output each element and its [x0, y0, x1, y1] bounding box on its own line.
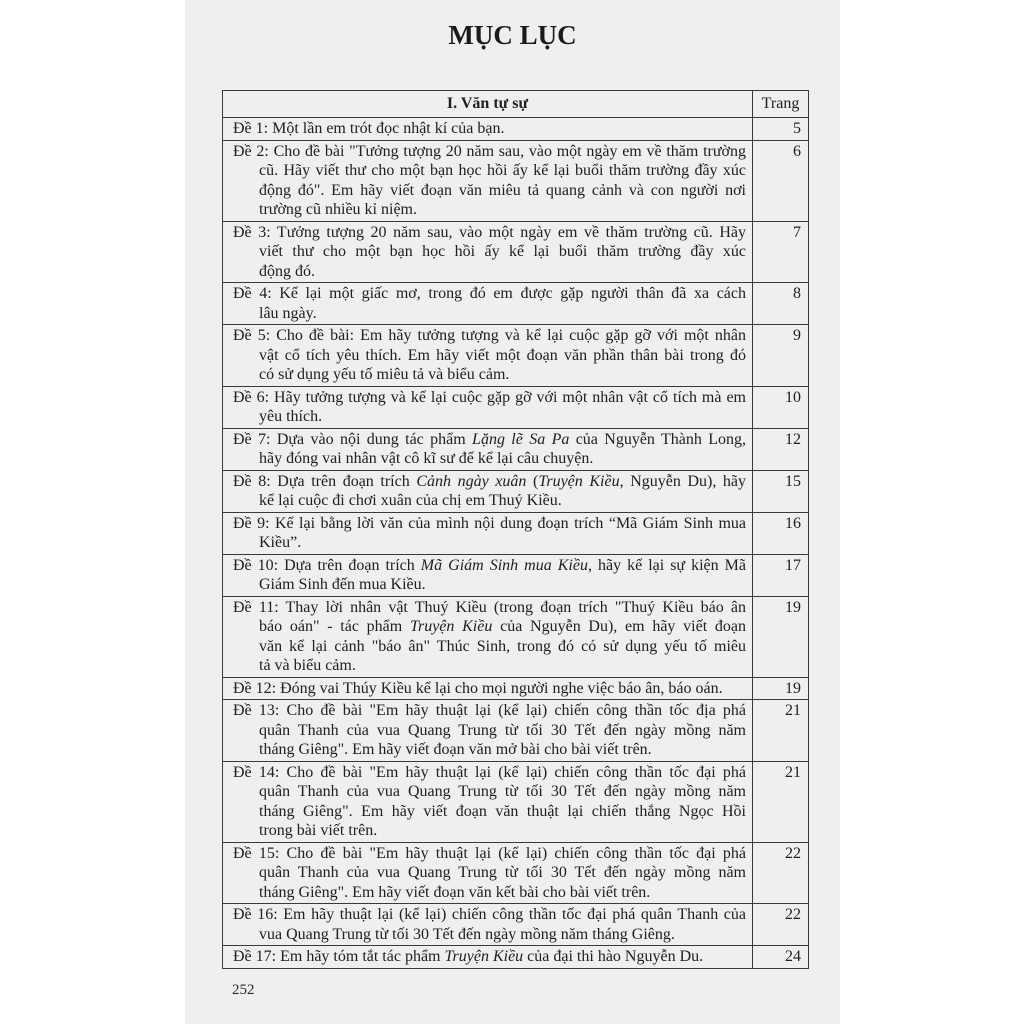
toc-entry-line	[233, 449, 746, 469]
toc-entry-text-segment: (	[526, 472, 539, 490]
toc-entry-line	[233, 701, 746, 721]
toc-entry-line	[233, 430, 746, 450]
toc-entry-text-segment: Đề 16: Em hãy thuật lại (kể lại) chiến công thần tốc đại phá quân Thanh của	[233, 906, 746, 923]
toc-entry-work-title: Truyện Kiều	[409, 618, 493, 635]
toc-entry-page: 16	[753, 512, 809, 554]
toc-entry-page: 12	[753, 428, 809, 470]
toc-entry-text-segment: Đề 10: Dựa trên đoạn trích	[233, 556, 421, 574]
toc-entry-line	[233, 472, 746, 492]
toc-entry-work-title: Mã Giám Sinh mua Kiều	[420, 556, 588, 574]
toc-entry-text-segment: vua Quang Trung từ tối 30 Tết đến ngày mồng năm tháng Giêng.	[259, 925, 675, 943]
toc-entry-page: 22	[753, 842, 809, 904]
toc-entry-text	[223, 842, 753, 904]
toc-entry-text-segment: Đề 7: Dựa vào nội dung tác phẩm	[233, 430, 473, 448]
toc-entry-text	[223, 283, 753, 325]
toc-entry-text-segment: Đề 17: Em hãy tóm tắt tác phẩm	[233, 948, 445, 965]
toc-entry-text-segment: văn kể lại cảnh "báo ân" Thúc Sinh, trong đó có sử dụng yếu tố miêu	[259, 637, 746, 655]
toc-entry-page: 10	[753, 386, 809, 428]
toc-entry-text	[223, 677, 753, 700]
toc-entry-text-segment: Đề 4: Kể lại một giấc mơ, trong đó em được gặp người thân đã xa cách	[233, 285, 746, 302]
toc-entry-page: 21	[753, 761, 809, 842]
toc-entry-text-segment: Đề 8: Dựa trên đoạn trích	[233, 472, 417, 490]
toc-entry-line	[233, 223, 746, 243]
toc-entry-text-segment: động đó". Em hãy viết đoạn văn miêu tả quang cảnh và con người nơi	[259, 181, 746, 199]
toc-entry-text	[223, 118, 753, 141]
toc-header-row	[223, 91, 809, 118]
toc-entry-text-segment: Kiều”.	[259, 534, 302, 551]
toc-entry-page: 17	[753, 554, 809, 596]
toc-entry-text-segment: tả và biểu cảm.	[259, 657, 356, 674]
toc-entry-text-segment: Đề 3: Tưởng tượng 20 năm sau, vào một ngày em về thăm trường cũ. Hãy	[233, 223, 746, 241]
toc-entry-text	[223, 512, 753, 554]
toc-entry-line	[233, 821, 746, 841]
toc-entry-page: 8	[753, 283, 809, 325]
toc-entry-text-segment: Đề 6: Hãy tưởng tượng và kể lại cuộc gặp gỡ với một nhân vật cổ tích mà em	[233, 388, 746, 406]
toc-entry-text-segment: yêu thích.	[259, 408, 323, 425]
toc-entry-text-segment: tháng Giêng". Em hãy viết đoạn văn thuật lại chiến thắng Ngọc Hồi	[259, 802, 746, 820]
toc-entry-line	[233, 905, 746, 925]
toc-entry-text-segment: viết thư cho một bạn học hồi ấy kể lại buổi thăm trường đầy xúc	[259, 243, 746, 260]
toc-entry-line	[233, 242, 746, 262]
toc-entry-text-segment: kể lại cuộc đi chơi xuân của chị em Thuý Kiều.	[259, 492, 562, 509]
toc-entry-text-segment: Đề 9: Kể lại bằng lời văn của mình nội dung đoạn trích “Mã Giám Sinh mua	[233, 514, 746, 532]
toc-entry-text	[223, 761, 753, 842]
toc-entry-text	[223, 428, 753, 470]
toc-entry-line	[233, 533, 746, 553]
toc-entry-line	[233, 656, 746, 676]
toc-entry-text-segment: hãy đóng vai nhân vật cô kĩ sư để kể lại câu chuyện.	[259, 450, 594, 467]
toc-entry-text-segment: Đề 12: Đóng vai Thúy Kiều kể lại cho mọi người nghe việc báo ân, báo oán.	[233, 679, 723, 697]
toc-entry-line	[233, 119, 746, 139]
toc-entry-text-segment: báo oán" - tác phẩm	[259, 618, 410, 635]
toc-entry-text	[223, 904, 753, 946]
toc-entry-text-segment: , hãy kể lại sự kiện Mã	[587, 556, 746, 574]
toc-entry-text-segment: động đó.	[259, 262, 315, 280]
toc-entry-line	[233, 802, 746, 822]
toc-entry-line	[233, 863, 746, 883]
toc-entry-text-segment: của Nguyễn Thành Long,	[569, 430, 746, 448]
toc-entry-text	[223, 470, 753, 512]
toc-entry-line	[233, 284, 746, 304]
toc-entry-line	[233, 679, 746, 699]
toc-entry-text-segment: Đề 13: Cho đề bài "Em hãy thuật lại (kể lại) chiến công thần tốc địa phá	[233, 702, 746, 719]
toc-entry-text-segment: vật cổ tích yêu thích. Em hãy viết một đoạn văn phần thân bài trong đó	[259, 346, 746, 364]
toc-entry-page: 19	[753, 596, 809, 677]
toc-entry-text-segment: quân Thanh của vua Quang Trung từ tối 30 Tết đến ngày mồng năm	[259, 783, 746, 800]
page-column-heading: Trang	[753, 91, 809, 118]
toc-entry-text-segment: của đại thi hào Nguyễn Du.	[523, 948, 704, 965]
toc-entry-line	[233, 925, 746, 945]
toc-entry-line	[233, 388, 746, 408]
toc-entry-text-segment: Đề 15: Cho đề bài "Em hãy thuật lại (kể lại) chiến công thần tốc đại phá	[233, 844, 746, 862]
toc-entry-text	[223, 700, 753, 762]
toc-entry-line	[233, 740, 746, 760]
toc-entry-text	[223, 386, 753, 428]
toc-entry-work-title: Lặng lẽ Sa Pa	[472, 430, 570, 448]
toc-entry-page: 22	[753, 904, 809, 946]
page-number: 252	[232, 982, 255, 998]
table-of-contents	[222, 90, 809, 969]
toc-entry-row	[223, 512, 809, 554]
page-title: MỤC LỤC	[448, 20, 577, 50]
toc-entry-page: 7	[753, 221, 809, 283]
toc-entry-row	[223, 470, 809, 512]
toc-entry-work-title: Truyện Kiều	[538, 472, 620, 490]
toc-entry-line	[233, 617, 746, 637]
toc-entry-text-segment: trường cũ nhiều kỉ niệm.	[259, 201, 417, 218]
toc-entry-page: 6	[753, 140, 809, 221]
toc-entry-line	[233, 304, 746, 324]
toc-entry-work-title: Truyện Kiều	[444, 948, 524, 965]
toc-entry-line	[233, 575, 746, 595]
toc-entry-row	[223, 677, 809, 700]
toc-entry-page: 24	[753, 946, 809, 969]
toc-entry-page: 9	[753, 325, 809, 387]
toc-entry-row	[223, 428, 809, 470]
toc-entry-text-segment: của Nguyễn Du), em hãy viết đoạn	[492, 618, 747, 635]
toc-entry-text-segment: cũ. Hãy viết thư cho một bạn học hồi ấy kể lại buổi thăm trường đầy xúc	[259, 162, 746, 179]
toc-entry-text-segment: quân Thanh của vua Quang Trung từ tối 30 Tết đến ngày mồng năm	[259, 864, 746, 881]
toc-entry-text-segment: có sử dụng yếu tố miêu tả và biểu cảm.	[259, 366, 510, 383]
section-heading: I. Văn tự sự	[223, 91, 753, 118]
toc-entry-line	[233, 782, 746, 802]
toc-entry-line	[233, 407, 746, 427]
toc-entry-line	[233, 326, 746, 346]
toc-entry-work-title: Cảnh ngày xuân	[416, 472, 527, 490]
toc-entry-row	[223, 761, 809, 842]
toc-entry-text-segment: , Nguyễn Du), hãy	[619, 472, 747, 490]
toc-entry-row	[223, 700, 809, 762]
toc-entry-line	[233, 947, 746, 967]
toc-entry-row	[223, 904, 809, 946]
toc-entry-line	[233, 556, 746, 576]
toc-entry-line	[233, 365, 746, 385]
toc-entry-line	[233, 883, 746, 903]
toc-entry-text-segment: quân Thanh của vua Quang Trung từ tối 30 Tết đến ngày mồng năm	[259, 721, 746, 739]
toc-entries	[223, 118, 809, 969]
toc-entry-page: 5	[753, 118, 809, 141]
toc-entry-row	[223, 325, 809, 387]
toc-entry-line	[233, 181, 746, 201]
toc-entry-line	[233, 200, 746, 220]
toc-entry-text-segment: tháng Giêng". Em hãy viết đoạn văn mở bài cho bài viết trên.	[259, 741, 652, 758]
toc-entry-text	[223, 325, 753, 387]
toc-entry-line	[233, 142, 746, 162]
toc-entry-line	[233, 491, 746, 511]
toc-entry-row	[223, 283, 809, 325]
toc-entry-line	[233, 637, 746, 657]
toc-entry-line	[233, 514, 746, 534]
toc-entry-row	[223, 118, 809, 141]
toc-entry-page: 19	[753, 677, 809, 700]
toc-entry-row	[223, 596, 809, 677]
toc-entry-line	[233, 721, 746, 741]
toc-entry-line	[233, 346, 746, 366]
toc-entry-line	[233, 598, 746, 618]
toc-entry-text	[223, 554, 753, 596]
toc-entry-line	[233, 262, 746, 282]
toc-entry-text	[223, 596, 753, 677]
toc-entry-text-segment: tháng Giêng". Em hãy viết đoạn văn kết bài cho bài viết trên.	[259, 883, 651, 901]
toc-entry-text	[223, 221, 753, 283]
toc-entry-line	[233, 161, 746, 181]
toc-entry-text-segment: Đề 14: Cho đề bài "Em hãy thuật lại (kể lại) chiến công thần tốc đại phá	[233, 763, 746, 781]
toc-entry-text-segment: Đề 5: Cho đề bài: Em hãy tưởng tượng và kể lại cuộc gặp gỡ với một nhân	[233, 327, 746, 344]
toc-entry-row	[223, 221, 809, 283]
toc-entry-text-segment: trong bài viết trên.	[259, 822, 378, 839]
toc-entry-text-segment: Đề 2: Cho đề bài "Tưởng tượng 20 năm sau, vào một ngày em về thăm trường	[233, 142, 746, 160]
toc-entry-page: 15	[753, 470, 809, 512]
toc-entry-text	[223, 946, 753, 969]
toc-entry-row	[223, 554, 809, 596]
toc-entry-page: 21	[753, 700, 809, 762]
toc-entry-text-segment: lâu ngày.	[259, 304, 317, 322]
toc-entry-text-segment: Đề 11: Thay lời nhân vật Thuý Kiều (trong đoạn trích "Thuý Kiều báo ân	[233, 598, 746, 616]
toc-entry-text-segment: Đề 1: Một lần em trót đọc nhật kí của bạn.	[233, 120, 505, 137]
toc-entry-line	[233, 844, 746, 864]
toc-entry-line	[233, 763, 746, 783]
toc-entry-text-segment: Giám Sinh đến mua Kiều.	[259, 576, 426, 593]
toc-entry-row	[223, 946, 809, 969]
toc-entry-text	[223, 140, 753, 221]
toc-entry-row	[223, 140, 809, 221]
toc-entry-row	[223, 386, 809, 428]
toc-entry-row	[223, 842, 809, 904]
